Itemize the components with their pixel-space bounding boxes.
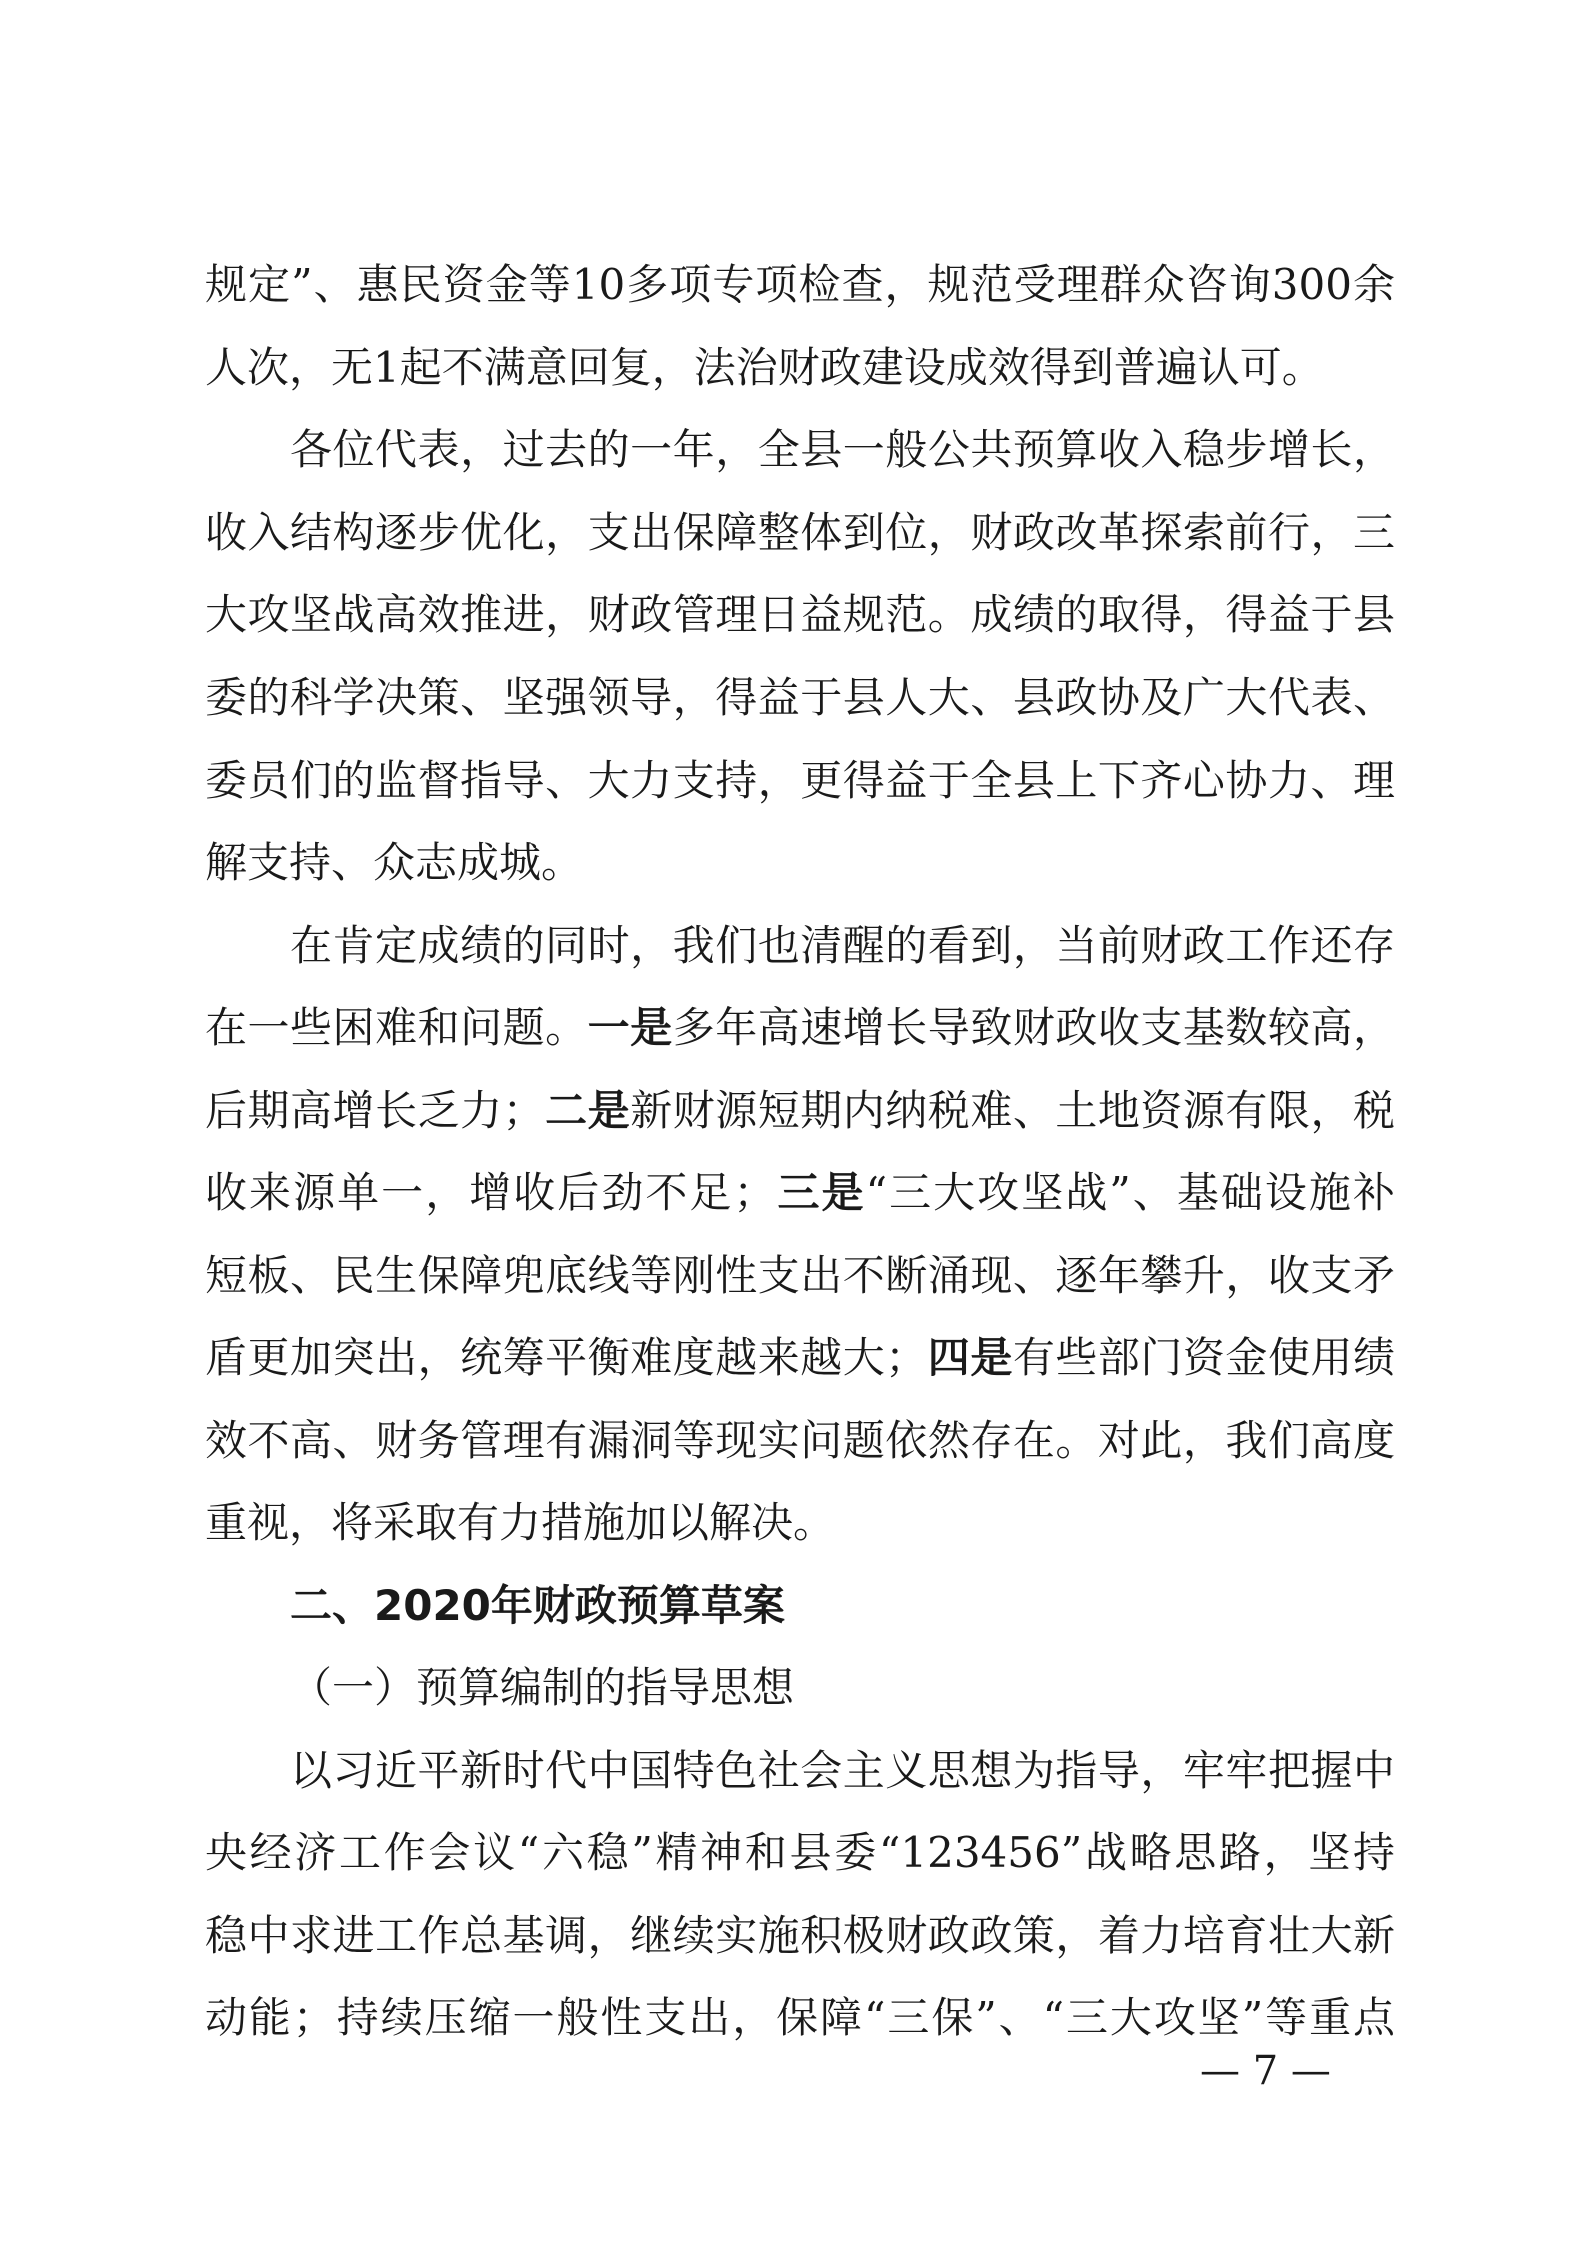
paragraph-line bbox=[205, 998, 1395, 1058]
paragraph-line: 解支持、众志成城。 bbox=[205, 838, 584, 887]
page-number: — 7 — bbox=[1200, 2048, 1331, 2094]
paragraph-line bbox=[205, 1328, 1395, 1388]
paragraph-line: 稳中求进工作总基调，继续实施积极财政政策，着力培育壮大新 bbox=[205, 1911, 1395, 1960]
text-run: 收来源单一，增收后劲不足； bbox=[205, 1168, 776, 1217]
paragraph-line: 大攻坚战高效推进，财政管理日益规范。成绩的取得，得益于县 bbox=[205, 590, 1395, 639]
paragraph-line: 人次，无1起不满意回复，法治财政建设成效得到普遍认可。 bbox=[205, 343, 1324, 392]
text-run: “三大攻坚战”、基础设施补 bbox=[865, 1168, 1395, 1217]
paragraph-line: 委的科学决策、坚强领导，得益于县人大、县政协及广大代表、 bbox=[205, 673, 1395, 722]
text-run: 新财源短期内纳税难、土地资源有限，税 bbox=[630, 1086, 1395, 1135]
section-heading: 二、2020年财政预算草案 bbox=[290, 1581, 785, 1630]
emphasis-label: 二是 bbox=[544, 1086, 631, 1135]
text-run: 盾更加突出，统筹平衡难度越来越大； bbox=[205, 1333, 928, 1382]
text-run: 后期高增长乏力； bbox=[205, 1086, 545, 1135]
subsection-heading: （一）预算编制的指导思想 bbox=[290, 1663, 795, 1712]
text-run: 多年高速增长导致财政收支基数较高， bbox=[672, 1003, 1395, 1052]
paragraph-line: 以习近平新时代中国特色社会主义思想为指导，牢牢把握中 bbox=[290, 1746, 1395, 1795]
paragraph-line: 规定”、惠民资金等10多项专项检查，规范受理群众咨询300余 bbox=[205, 260, 1395, 309]
paragraph-line: 短板、民生保障兜底线等刚性支出不断涌现、逐年攀升，收支矛 bbox=[205, 1251, 1395, 1300]
emphasis-label: 三是 bbox=[775, 1168, 866, 1217]
paragraph-line: 重视，将采取有力措施加以解决。 bbox=[205, 1498, 836, 1547]
paragraph-line bbox=[205, 1081, 1395, 1141]
emphasis-label: 一是 bbox=[587, 1003, 673, 1052]
paragraph-line: 委员们的监督指导、大力支持，更得益于全县上下齐心协力、理 bbox=[205, 756, 1395, 805]
paragraph-line: 各位代表，过去的一年，全县一般公共预算收入稳步增长， bbox=[290, 425, 1395, 474]
paragraph-line: 在肯定成绩的同时，我们也清醒的看到，当前财政工作还存 bbox=[290, 921, 1395, 970]
paragraph-line: 动能；持续压缩一般性支出，保障“三保”、“三大攻坚”等重点 bbox=[205, 1993, 1395, 2042]
paragraph-line: 效不高、财务管理有漏洞等现实问题依然存在。对此，我们高度 bbox=[205, 1416, 1395, 1465]
text-run: 有些部门资金使用绩 bbox=[1012, 1333, 1395, 1382]
paragraph-line bbox=[205, 1163, 1395, 1223]
paragraph-line: 央经济工作会议“六稳”精神和县委“123456”战略思路，坚持 bbox=[205, 1828, 1395, 1877]
text-run: 在一些困难和问题。 bbox=[205, 1003, 588, 1052]
paragraph-line: 收入结构逐步优化，支出保障整体到位，财政改革探索前行，三 bbox=[205, 508, 1395, 557]
emphasis-label: 四是 bbox=[927, 1333, 1013, 1382]
